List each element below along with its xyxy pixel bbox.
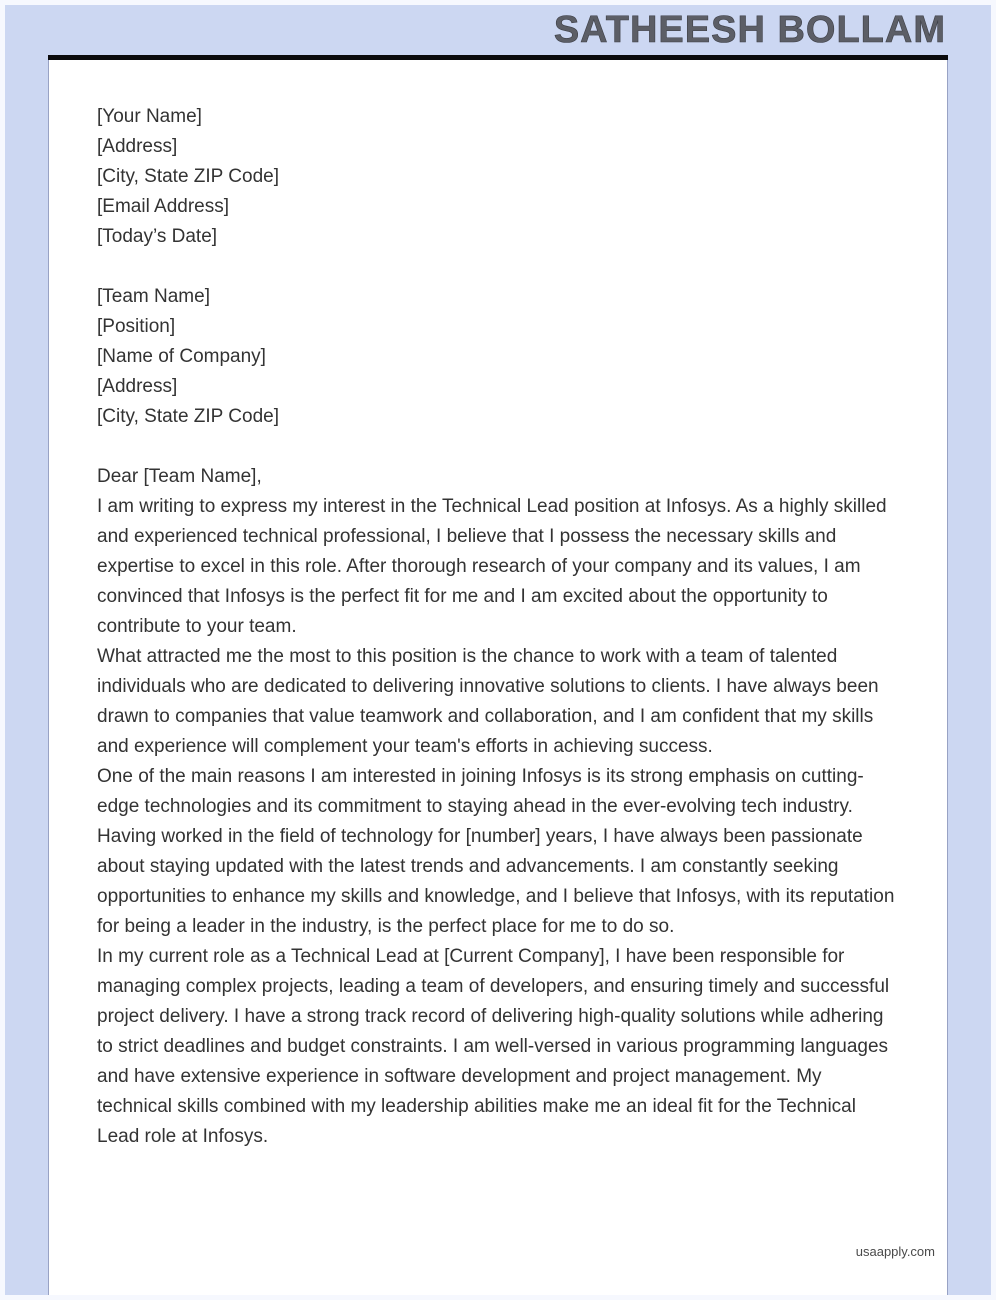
letter-paragraph-1: I am writing to express my interest in the Technical Lead position at Infosys. As a highly skilled and experienced technical professional, I believe that I possess the necessary skills and expertise to excel in this role. After thorough research of your company and its values, I am convinced that Infosys is the perfect fit for me and I am excited about the opportunity to contribute to your team. bbox=[97, 496, 887, 637]
sender-block bbox=[97, 102, 897, 252]
salutation: Dear [Team Name], bbox=[97, 466, 262, 487]
recipient-position-line: [Position] bbox=[97, 316, 176, 337]
letter-paragraph-2: What attracted me the most to this position is the chance to work with a team of talented individuals who are dedicated to delivering innovative solutions to clients. I have always been drawn to companies that value teamwork and collaboration, and I am confident that my skills and experience will complement your team's efforts in achieving success. bbox=[97, 646, 879, 757]
letter-paragraph-3: One of the main reasons I am interested in joining Infosys is its strong emphasis on cutting-edge technologies and its commitment to staying ahead in the ever-evolving tech industry. Having worked in the field of technology for [number] years, I have always been passionate about staying updated with the latest trends and advancements. I am constantly seeking opportunities to enhance my skills and knowledge, and I believe that Infosys, with its reputation for being a leader in the industry, is the perfect place for me to do so. bbox=[97, 766, 895, 937]
page-title: SATHEESH BOLLAM bbox=[553, 9, 946, 51]
recipient-block bbox=[97, 282, 897, 432]
letter-body bbox=[97, 102, 897, 1152]
recipient-company-line: [Name of Company] bbox=[97, 346, 266, 367]
recipient-team-line: [Team Name] bbox=[97, 286, 210, 307]
sender-address-line: [Address] bbox=[97, 136, 178, 157]
recipient-city-line: [City, State ZIP Code] bbox=[97, 406, 279, 427]
watermark: usaapply.com bbox=[855, 1244, 935, 1259]
sender-name-line: [Your Name] bbox=[97, 106, 202, 127]
sender-date-line: [Today’s Date] bbox=[97, 226, 218, 247]
recipient-address-line: [Address] bbox=[97, 376, 178, 397]
sender-email-line: [Email Address] bbox=[97, 196, 229, 217]
letter-paragraph-4: In my current role as a Technical Lead at [Current Company], I have been responsible for managing complex projects, leading a team of developers, and ensuring timely and successful project delivery. I have a strong track record of delivering high-quality solutions while adhering to strict deadlines and budget constraints. I am well-versed in various programming languages and have extensive experience in software development and project management. My technical skills combined with my leadership abilities make me an ideal fit for the Technical Lead role at Infosys. bbox=[97, 946, 890, 1147]
letterhead bbox=[5, 5, 991, 55]
letter-page bbox=[48, 60, 948, 1295]
sender-city-line: [City, State ZIP Code] bbox=[97, 166, 279, 187]
